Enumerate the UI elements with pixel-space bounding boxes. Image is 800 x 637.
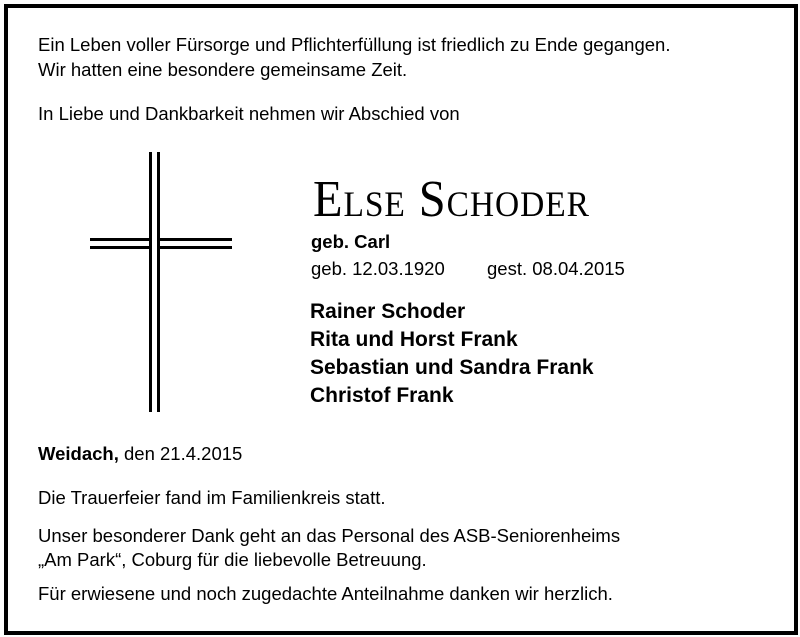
place: Weidach, — [38, 443, 119, 464]
place-date-line — [38, 442, 242, 466]
birth-date: geb. 12.03.1920 — [311, 258, 445, 279]
funeral-note: Die Trauerfeier fand im Familienkreis statt. — [38, 487, 386, 508]
thanks-line-1: Unser besonderer Dank geht an das Personal des ASB-Seniorenheims — [38, 525, 621, 546]
death-date: gest. 08.04.2015 — [487, 258, 625, 279]
cross-icon — [90, 152, 232, 412]
intro-line-2: Wir hatten eine besondere gemeinsame Zeit. — [38, 59, 408, 80]
mourner-name: Rainer Schoder — [310, 300, 466, 323]
mourner-name: Sebastian und Sandra Frank — [310, 356, 594, 379]
maiden-name: geb. Carl — [311, 231, 391, 252]
mourners-list — [310, 298, 594, 410]
date: den 21.4.2015 — [124, 443, 243, 464]
deceased-name: Else Schoder — [313, 171, 590, 228]
mourner-name: Rita und Horst Frank — [310, 328, 518, 351]
intro-line-1: Ein Leben voller Fürsorge und Pflichterfüllung ist friedlich zu Ende gegangen. — [38, 34, 671, 55]
farewell-line: In Liebe und Dankbarkeit nehmen wir Abschied von — [38, 103, 460, 124]
closing-line: Für erwiesene und noch zugedachte Anteilnahme danken wir herzlich. — [38, 583, 613, 604]
thanks-line-2: „Am Park“, Coburg für die liebevolle Betreuung. — [38, 549, 427, 570]
mourner-name: Christof Frank — [310, 384, 454, 407]
